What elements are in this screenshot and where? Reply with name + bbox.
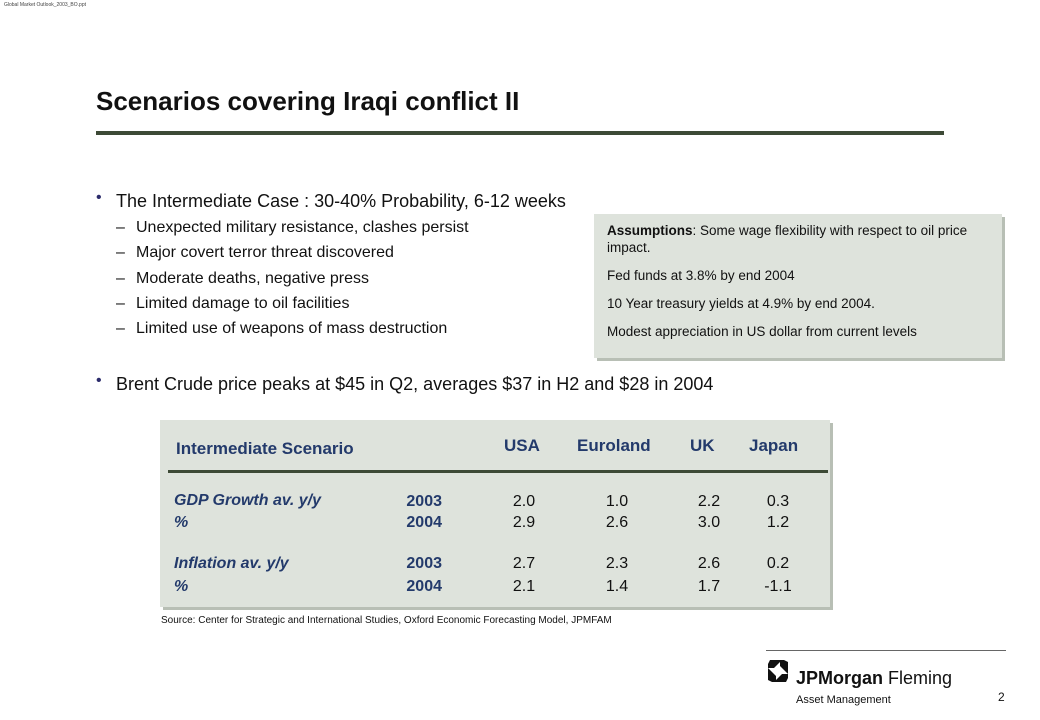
sub-bullet-text: Unexpected military resistance, clashes persist	[136, 219, 469, 236]
list-item	[116, 320, 469, 345]
cell-euroland: 2.6	[605, 514, 629, 531]
bullet-dot-icon: •	[96, 189, 102, 206]
row-year: 2003	[406, 555, 442, 572]
sub-bullet-text: Limited damage to oil facilities	[136, 294, 350, 312]
cell-japan: 0.2	[766, 555, 790, 572]
row-year: 2003	[406, 493, 442, 510]
header-usa: USA	[504, 436, 540, 455]
row-label-gdp: GDP Growth av. y/y	[174, 492, 322, 509]
sub-bullet-text: Major covert terror threat discovered	[136, 244, 394, 262]
assumption-wage-text: : Some wage flexibility with respect to oil price impact.	[607, 223, 968, 255]
cell-uk: 2.2	[697, 493, 721, 510]
logo-brand-bold: JPMorgan	[796, 668, 884, 688]
row-year: 2004	[406, 514, 442, 531]
row-year: 2004	[406, 578, 442, 595]
header-euroland: Euroland	[577, 436, 651, 455]
cell-japan: -1.1	[764, 578, 792, 595]
dash-icon: –	[116, 219, 125, 236]
assumptions-box	[594, 214, 1002, 358]
dash-icon: –	[116, 320, 125, 338]
assumption-dollar: Modest appreciation in US dollar from current levels	[607, 324, 917, 339]
logo-brand	[796, 668, 952, 689]
logo-subtitle: Asset Management	[796, 694, 891, 706]
assumption-fed-funds: Fed funds at 3.8% by end 2004	[607, 268, 795, 283]
sub-bullet-list	[116, 219, 469, 345]
scenario-title: Intermediate Scenario	[176, 439, 354, 458]
header-japan: Japan	[749, 436, 799, 455]
cell-uk: 3.0	[697, 514, 721, 531]
bullet-dot-icon: •	[96, 372, 102, 389]
sub-bullet-text: Moderate deaths, negative press	[136, 269, 370, 287]
page-title: Scenarios covering Iraqi conflict II	[96, 86, 520, 116]
dash-icon: –	[116, 244, 125, 262]
octagon-logo-icon	[766, 658, 790, 684]
assumption-wage	[607, 222, 994, 256]
title-divider	[96, 131, 944, 135]
row-label-gdp-unit: %	[174, 514, 189, 531]
bullet-text: The Intermediate Case : 30-40% Probability, 6-12 weeks	[116, 191, 566, 211]
cell-euroland: 1.0	[605, 493, 629, 510]
source-note: Source: Center for Strategic and International Studies, Oxford Economic Forecasting Model, JPMFAM	[161, 615, 612, 626]
list-item	[116, 270, 469, 295]
dash-icon: –	[116, 294, 125, 312]
header-uk: UK	[690, 436, 715, 455]
jpmorgan-fleming-logo	[766, 658, 953, 706]
list-item	[116, 219, 469, 244]
file-label: Global Market Outlook_2003_BO.ppt	[4, 2, 86, 8]
assumptions-label: Assumptions	[607, 223, 693, 238]
cell-uk: 1.7	[697, 578, 721, 595]
list-item	[116, 244, 469, 269]
assumption-treasury: 10 Year treasury yields at 4.9% by end 2004.	[607, 296, 875, 311]
cell-uk: 2.6	[697, 555, 721, 572]
cell-japan: 1.2	[766, 514, 790, 531]
cell-japan: 0.3	[766, 493, 790, 510]
list-item	[116, 295, 469, 320]
scenario-divider	[168, 470, 828, 473]
cell-usa: 2.7	[512, 555, 536, 572]
scenario-table	[160, 420, 830, 607]
cell-usa: 2.9	[512, 514, 536, 531]
cell-usa: 2.0	[512, 493, 536, 510]
page-number: 2	[998, 690, 1005, 704]
cell-euroland: 2.3	[605, 555, 629, 572]
logo-brand-rest: Fleming	[883, 668, 953, 688]
bullet-text: Brent Crude price peaks at $45 in Q2, averages $37 in H2 and $28 in 2004	[116, 374, 714, 394]
logo-divider	[766, 650, 1006, 651]
row-label-inflation-unit: %	[174, 578, 189, 595]
sub-bullet-text: Limited use of weapons of mass destruction	[136, 320, 448, 338]
cell-usa: 2.1	[512, 578, 536, 595]
dash-icon: –	[116, 269, 125, 287]
row-label-inflation: Inflation av. y/y	[174, 555, 289, 572]
cell-euroland: 1.4	[605, 578, 629, 595]
